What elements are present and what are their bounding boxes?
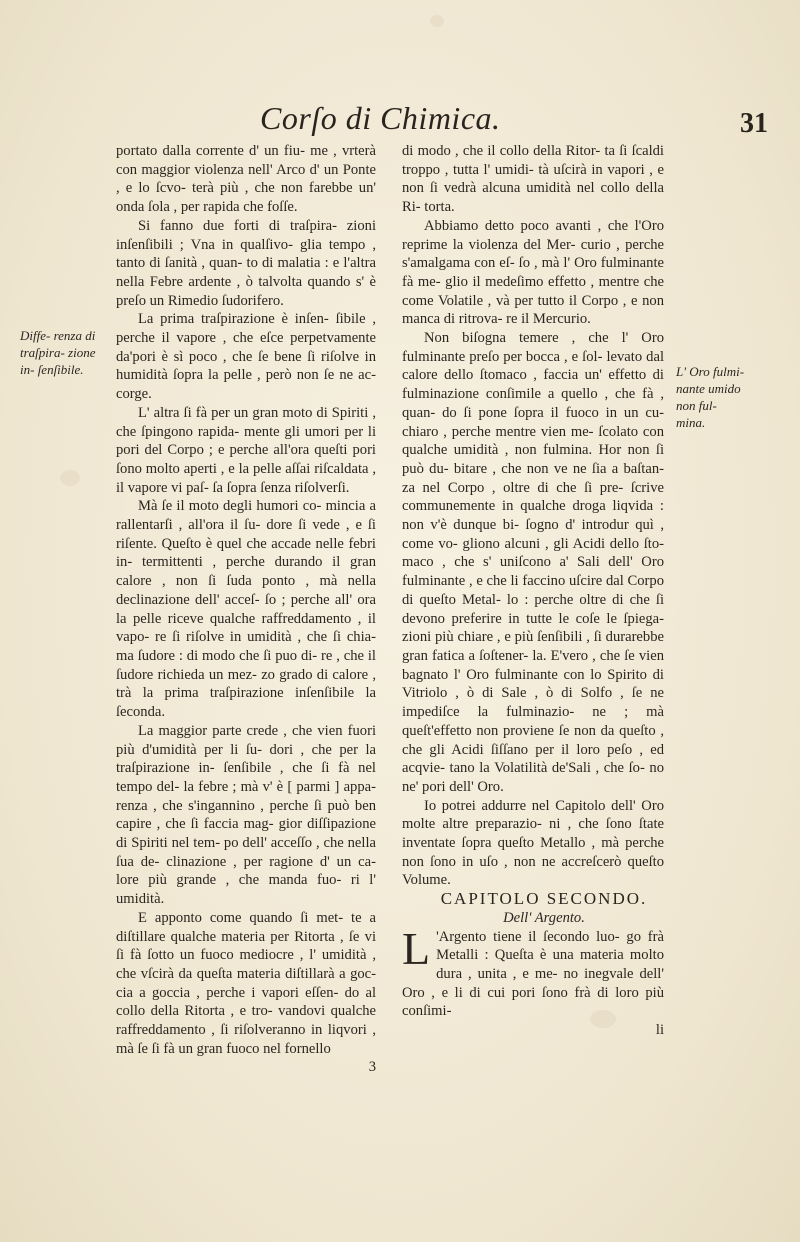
chapter-subheading: Dell' Argento. (503, 909, 585, 926)
chapter-heading: CAPITOLO SECONDO. (440, 889, 648, 909)
right-column (402, 142, 664, 1040)
running-head: Corſo di Chimica. (260, 100, 501, 136)
paragraph: Abbiamo detto poco avanti , che l'Oro reprime la violenza del Mer- curio , perche s'amalgama con eſ- ſo , mà l' Oro fulminante fà me- glio il medeſimo effetto , mentre che come Volatile , và per tutto il Corpo , e non manca di ritrova- re il Mercurio. (402, 217, 664, 328)
foxing-stain (430, 15, 444, 27)
page-number: 31 (740, 108, 768, 139)
paragraph: La prima traſpirazione è inſen- ſibile , perche il vapore , che eſce perpetvamente da'pori è sì poco , che ſe bene ſi riſolve in humidità ſopra la pelle , però non ſe ne ac- corge. (116, 311, 376, 403)
catchword: 3 (368, 1059, 376, 1076)
foxing-stain (60, 470, 80, 486)
paragraph: Io potrei addurre nel Capitolo dell' Oro molte altre preparazio- ni , che ſono ſtate inventate ſopra queſto Metallo , mà perche non ſono in uſo , non ne accreſcerò queſto Volume. (402, 797, 664, 889)
paragraph: Si fanno due forti di traſpira- zioni inſenſibili ; Vna in qualſivo- glia tempo , tanto di ſanità , quan- to di malatia : e l'altra nella Febre ardente , ò talvolta quando s' è preſo un Rimedio ſudorifero. (116, 217, 376, 309)
paragraph: L' altra ſi fà per un gran moto di Spiriti , che ſpingono rapida- mente gli umori per li pori del Corpo ; e perche all'ora queſti pori ſono molto aperti , e la pelle aſſai riſcaldata , il vapore vi paſ- ſa ſopra ſenza riſolverſi. (116, 404, 376, 496)
marginal-note-left: Diffe- renza di traſpira- zione in- ſenſibile. (20, 328, 96, 377)
chapter-first-paragraph (402, 922, 664, 1022)
paragraph: portato dalla corrente d' un fiu- me , vrterà con maggior violenza nell' Arco d' un Ponte , e lo ſcvo- terà più , che non farebbe un' onda ſola , per rapida che foſſe. (116, 143, 376, 216)
left-column (116, 142, 376, 1077)
paragraph: E apponto come quando ſi met- te a diſtillare qualche materia per Ritorta , ſe vi ſi fà ſotto un fuoco mediocre , l' umidità , che vſcirà da queſta materia diſtillarà a goc- cia a goccia , perche i vapori eſſen- do al collo della Ritorta , e tro- vandovi qualche raffreddamento , ſi riſolveranno in liqvori , mà ſe ſi fà un gran fuoco nel fornello (116, 909, 376, 1057)
catchword: li (655, 1022, 664, 1039)
paragraph: di modo , che il collo della Ritor- ta ſi ſcaldi troppo , tutta l' umidi- tà uſcirà in vapori , e non ſi vedrà alcuna umidità nel collo della Ri- torta. (402, 143, 664, 216)
marginal-note-right: L' Oro fulmi- nante umido non ful- mina. (676, 364, 745, 430)
drop-cap: L (402, 922, 431, 974)
chapter-first-paragraph-text: 'Argento tiene il ſecondo luo- go frà Metalli : Queſta è una materia molto dura , unita , e me- no inegvale dell' Oro , e li di cui pori ſono frà di loro più conſimi- (402, 928, 664, 1020)
paragraph: Mà ſe il moto degli humori co- mincia a rallentarſi , all'ora il ſu- dore ſi vede , e ſi riſente. Queſto è quel che accade nelle febri in- termittenti , perche durando il gran calore , non ſi ſuda ponto , mà nella declinazione dell' acceſ- ſo ; perche all' ora la pelle riceve qualche raffreddamento , il vapo- re ſi riſolve in umidità , che ſi chia- ma ſudore : di modo che ſi puo di- re , che il ſudore richieda un mez- zo grado di calore , trà la prima traſpirazione inſenſibile la ſeconda. (116, 498, 376, 721)
paragraph: La maggior parte crede , che vien fuori più d'umidità per li ſu- dori , che per la traſpirazione in- ſenſibile , che ſi fà nel tempo del- la febre ; mà v' è [ parmi ] appa- renza , che s'ingannino , perche ſi può ben capire , che ſi faccia mag- gior diſſipazione di Spiriti nel tem- po dell' acceſſo , che nella ſua de- clinazione , per ragione d' un ca- lore più grande , che manda fuo- ri l' umidità. (116, 722, 376, 908)
paragraph: Non biſogna temere , che l' Oro fulminante preſo per bocca , e ſol- levato dal calore dello ſtomaco , faccia un' effetto di fulminazione conſimile a quello , che fà , quan- do ſi pone ſopra il fuoco in un cu- chiaro , perche mentre vien me- ſcolato con qualche umidità , non fulmina. Hor non ſi può du- bitare , che non ve ne ſia a baſtan- za nel Corpo , oltre di che ſi pre- ſcrive communemente in qualche droga liqvida : non v'è dunque bi- ſogno d' introdur quì , come vo- gliono alcuni , gli Acidi dello ſto- maco , che s' uniſcono a' Sali dell' Oro fulminante , e che li faccino uſcire dal Corpo di queſto Metal- lo : perche oltre di che ſi devono preferire in tutte le coſe le ſpiega- zioni più chiare , e più ſenſibili , ſi durarebbe gran fatica a ſoſtener- la. E'vero , che ſe vien bagnato l' Oro fulminante con lo Spirito di Vitriolo , ò di Sale , ò di Solfo , ſe ne impediſce la fulminazio- ne ; mà queſt'effetto non proviene ſe non da queſto , che gli Acidi ſiſſano per il loro peſo , ed acqvie- tano la Volatilità de'Sali , che ſo- no ne' pori dell' Oro. (402, 330, 664, 795)
